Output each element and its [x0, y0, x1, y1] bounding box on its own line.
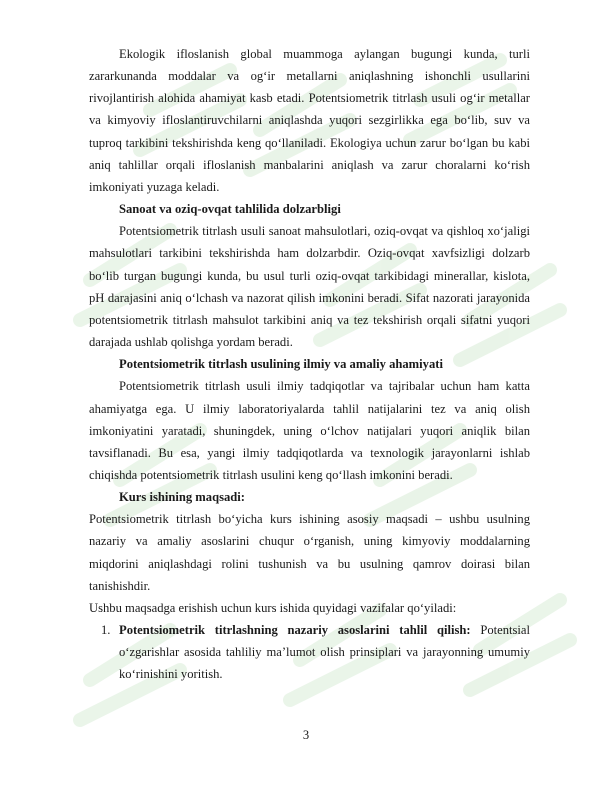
paragraph: Ushbu maqsadga erishish uchun kurs ishida quyidagi vazifalar qo‘yiladi: — [89, 600, 457, 615]
section-heading: Kurs ishining maqsadi: — [119, 490, 245, 505]
paragraph: Potentsiometrik titrlash usuli sanoat mahsulotlari, oziq-ovqat va qishloq xo‘jaligi mahsulotlari tarkibini tekshirishda ham dolzarbdir. Oziq-ovqat xavfsizligi dolzarb bo‘lib turgan bugungi kunda, bu usul turli oziq-ovqat tarkibidagi minerallar, kislota, pH darajasini aniq o‘lchash va nazorat qilish imkonini beradi. Sifat nazorati jarayonida potentsiometrik titrlash mahsulot tarkibini aniq va tez tekshirish orqali sifatni yuqori darajada ushlab qolishga yordam beradi. — [89, 224, 530, 350]
list-item-text: Potentsial o‘zgarishlar asosida tahliliy ma’lumot olish prinsiplari va jarayonning umumiy ko‘rinishini yoritish. — [119, 623, 530, 682]
paragraph: Potentsiometrik titrlash bo‘yicha kurs ishining asosiy maqsadi – ushbu usulning nazariy va amaliy asoslarini chuqur o‘rganish, uning kimyoviy moddalarning miqdorini aniqlashdagi rolini tushunish va bu usulning qamrov doirasi bilan tanishishdir. — [89, 512, 530, 593]
list-item — [89, 619, 530, 685]
section-heading: Sanoat va oziq-ovqat tahlilida dolzarbligi — [119, 202, 341, 217]
task-list — [89, 619, 530, 685]
list-item-number: 1. — [101, 623, 111, 638]
document-body — [89, 43, 530, 686]
paragraph: Ekologik ifloslanish global muammoga aylangan bugungi kunda, turli zararkunanda moddalar va og‘ir metallarni aniqlashning ishonchli usullarini rivojlantirish alohida ahamiyat kasb etadi. Potentsiometrik titrlash usuli og‘ir metallar va kimyoviy ifloslantiruvchilarni aniqlashda yuqori sezgirlikka ega bo‘lib, suv va tuproq tarkibini tekshirishda keng qo‘llaniladi. Ekologiya uchun zarur bo‘lgan bu kabi aniq tahlillar orqali ifloslanish manbalarini aniqlash va zarur choralarni ko‘rish imkoniyati yuzaga keladi. — [89, 47, 530, 194]
page-number: 3 — [302, 728, 310, 742]
list-item-title: Potentsiometrik titrlashning nazariy asoslarini tahlil qilish: — [119, 623, 471, 638]
section-heading: Potentsiometrik titrlash usulining ilmiy va amaliy ahamiyati — [119, 357, 443, 372]
paragraph: Potentsiometrik titrlash usuli ilmiy tadqiqotlar va tajribalar uchun ham katta ahamiyatga ega. U ilmiy laboratoriyalarda tahlil natijalarini tez va aniq olish imkoniyatini yaratadi, shuningdek, uning o‘lchov natijalari yuqori aniqlik bilan tavsiflanadi. Bu esa, yangi ilmiy tadqiqotlarda va texnologik jarayonlarni ishlab chiqishda potentsiometrik titrlash usulini keng qo‘llash imkonini beradi. — [89, 379, 530, 482]
